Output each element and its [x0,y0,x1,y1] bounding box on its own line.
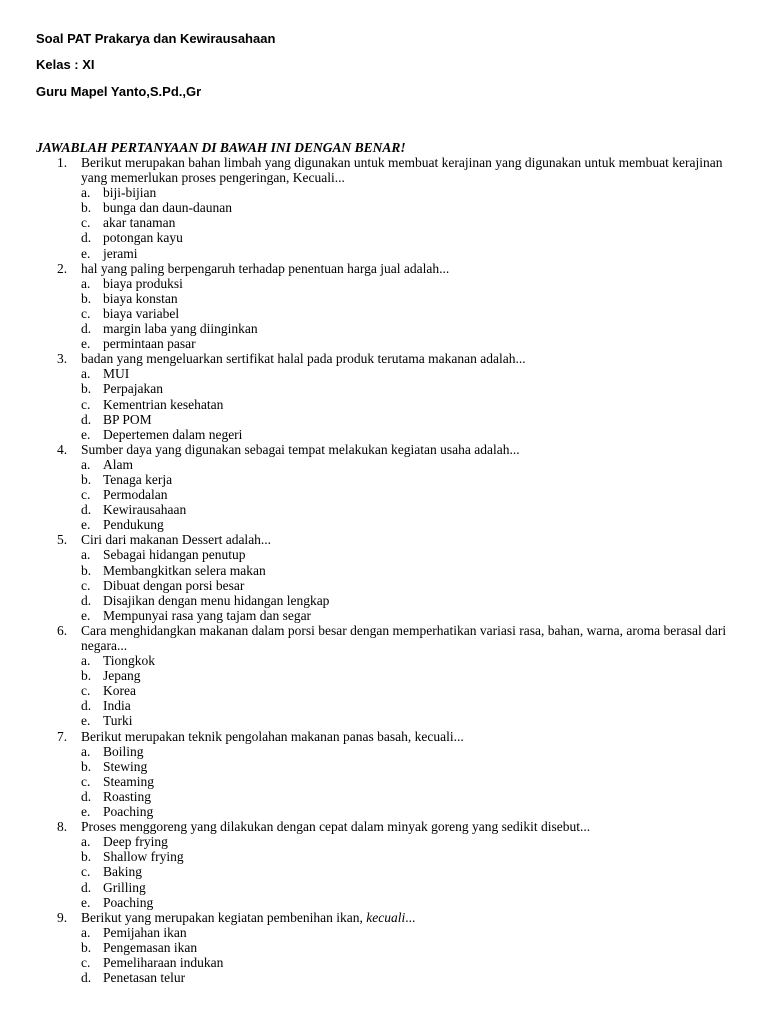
answer-option [57,940,747,955]
option-text: bunga dan daun-daunan [103,200,232,216]
question-number: 7. [57,728,68,744]
option-text: Boiling [103,743,144,759]
answer-option [57,291,747,306]
question-list [57,155,747,985]
option-letter: d. [81,230,92,246]
option-letter: d. [81,502,92,518]
question-3 [57,351,747,366]
answer-option [57,517,747,532]
question-number: 2. [57,260,68,276]
option-letter: d. [81,411,92,427]
answer-option [57,230,747,245]
option-letter: c. [81,305,91,321]
question-text-main: badan yang mengeluarkan sertifikat halal pada produk terutama makanan adalah... [81,351,526,367]
answer-option [57,744,747,759]
option-letter: b. [81,381,92,397]
option-letter: a. [81,653,91,669]
option-text: Penetasan telur [103,970,186,986]
question-text [81,729,747,744]
answer-option [57,547,747,562]
question-2 [57,261,747,276]
option-letter: e. [81,336,91,352]
option-letter: c. [81,487,91,503]
option-letter: d. [81,970,92,986]
option-letter: a. [81,834,91,850]
answer-option [57,925,747,940]
option-letter: e. [81,426,91,442]
option-text: MUI [103,366,130,382]
option-text: Jepang [103,668,141,684]
question-9 [57,910,747,925]
question-6 [57,623,747,653]
option-letter: b. [81,290,92,306]
option-letter: b. [81,668,92,684]
option-letter: a. [81,743,91,759]
answer-option [57,698,747,713]
option-text: biaya konstan [103,290,178,306]
question-number: 6. [57,622,68,638]
option-text: Poaching [103,894,154,910]
option-letter: d. [81,788,92,804]
document-title: Soal PAT Prakarya dan Kewirausahaan [36,31,276,46]
question-text-main: Ciri dari makanan Dessert adalah... [81,532,272,548]
option-letter: d. [81,592,92,608]
option-letter: d. [81,698,92,714]
answer-option [57,563,747,578]
class-label: Kelas : XI [36,57,95,72]
option-text: Pendukung [103,517,164,533]
question-text-main: Berikut merupakan bahan limbah yang digunakan untuk membuat kerajinan yang digunakan untuk membuat kerajinan yang memerlukan proses pengeringan, Kecuali... [81,155,723,186]
option-text: Roasting [103,788,152,804]
option-text: biji-bijian [103,185,157,201]
answer-option [57,834,747,849]
answer-option [57,608,747,623]
question-number: 8. [57,819,68,835]
question-4 [57,442,747,457]
answer-option [57,381,747,396]
option-text: potongan kayu [103,230,183,246]
option-text: Pemeliharaan indukan [103,954,224,970]
answer-option [57,306,747,321]
answer-option [57,804,747,819]
option-text: permintaan pasar [103,336,196,352]
option-letter: c. [81,577,91,593]
option-text: Baking [103,864,142,880]
option-letter: e. [81,245,91,261]
answer-option [57,955,747,970]
answer-option [57,668,747,683]
option-letter: a. [81,924,91,940]
option-text: Shallow frying [103,849,184,865]
question-5 [57,532,747,547]
answer-option [57,774,747,789]
question-text-main: hal yang paling berpengaruh terhadap penentuan harga jual adalah... [81,260,450,276]
option-letter: b. [81,200,92,216]
option-text: Alam [103,456,133,472]
question-8 [57,819,747,834]
option-letter: d. [81,879,92,895]
option-letter: b. [81,471,92,487]
option-text: Poaching [103,804,154,820]
question-text-main: Sumber daya yang digunakan sebagai tempat melakukan kegiatan usaha adalah... [81,441,520,457]
question-number: 4. [57,441,68,457]
option-text: Stewing [103,758,148,774]
question-text [81,442,747,457]
answer-option [57,185,747,200]
option-letter: e. [81,713,91,729]
teacher-label: Guru Mapel Yanto,S.Pd.,Gr [36,84,202,99]
question-text-main: Cara menghidangkan makanan dalam porsi besar dengan memperhatikan variasi rasa, bahan, warna, aroma berasal dari negara... [81,622,727,653]
question-text-main: Proses menggoreng yang dilakukan dengan cepat dalam minyak goreng yang sedikit disebut... [81,819,591,835]
question-text-main: Berikut yang merupakan kegiatan pembenihan ikan, [81,909,367,925]
answer-option [57,397,747,412]
option-letter: b. [81,939,92,955]
question-text [81,351,747,366]
answer-option [57,759,747,774]
option-letter: c. [81,396,91,412]
answer-option [57,200,747,215]
option-letter: c. [81,683,91,699]
question-text [81,261,747,276]
option-letter: e. [81,607,91,623]
option-text: Turki [103,713,133,729]
answer-option [57,593,747,608]
answer-option [57,849,747,864]
answer-option [57,427,747,442]
option-letter: a. [81,185,91,201]
option-text: jerami [103,245,138,261]
answer-option [57,578,747,593]
option-letter: a. [81,275,91,291]
answer-option [57,880,747,895]
option-letter: b. [81,758,92,774]
question-text [81,819,747,834]
answer-option [57,215,747,230]
option-text: Permodalan [103,487,168,503]
answer-option [57,412,747,427]
answer-option [57,970,747,985]
question-text [81,155,747,185]
answer-option [57,366,747,381]
option-letter: b. [81,562,92,578]
option-text: Dibuat dengan porsi besar [103,577,245,593]
option-text: Depertemen dalam negeri [103,426,243,442]
option-text: biaya variabel [103,305,180,321]
option-letter: e. [81,517,91,533]
answer-option [57,683,747,698]
question-number: 3. [57,351,68,367]
option-letter: a. [81,547,91,563]
option-text: Membangkitkan selera makan [103,562,266,578]
option-text: akar tanaman [103,215,176,231]
question-text-emphasis: kecuali [366,909,406,925]
option-text: Steaming [103,773,154,789]
question-text [81,623,747,653]
question-text [81,910,747,925]
option-letter: c. [81,954,91,970]
option-text: Deep frying [103,834,168,850]
answer-option [57,336,747,351]
answer-option [57,502,747,517]
option-letter: b. [81,849,92,865]
option-letter: e. [81,804,91,820]
option-text: Tenaga kerja [103,471,173,487]
option-text: margin laba yang diinginkan [103,321,258,337]
option-letter: a. [81,366,91,382]
option-text: biaya produksi [103,275,183,291]
option-text: Disajikan dengan menu hidangan lengkap [103,592,330,608]
answer-option [57,321,747,336]
option-text: Kewirausahaan [103,502,187,518]
option-text: Grilling [103,879,146,895]
question-number: 9. [57,909,68,925]
question-7 [57,729,747,744]
option-text: Kementrian kesehatan [103,396,224,412]
answer-option [57,864,747,879]
option-text: Pengemasan ikan [103,939,198,955]
answer-option [57,487,747,502]
answer-option [57,457,747,472]
question-1 [57,155,747,185]
option-letter: c. [81,864,91,880]
question-text [81,532,747,547]
option-text: Pemijahan ikan [103,924,187,940]
answer-option [57,895,747,910]
option-text: Tiongkok [103,653,156,669]
instruction-heading: JAWABLAH PERTANYAAN DI BAWAH INI DENGAN BENAR! [36,140,406,155]
answer-option [57,789,747,804]
answer-option [57,713,747,728]
option-text: BP POM [103,411,152,427]
option-text: Mempunyai rasa yang tajam dan segar [103,607,312,623]
question-number: 1. [57,155,68,170]
question-text-tail: ... [405,909,416,925]
question-text-main: Berikut merupakan teknik pengolahan makanan panas basah, kecuali... [81,728,464,744]
answer-option [57,246,747,261]
question-number: 5. [57,532,68,548]
option-text: India [103,698,131,714]
option-letter: a. [81,456,91,472]
option-letter: c. [81,773,91,789]
answer-option [57,653,747,668]
option-text: Sebagai hidangan penutup [103,547,246,563]
answer-option [57,276,747,291]
option-text: Perpajakan [103,381,163,397]
option-letter: c. [81,215,91,231]
answer-option [57,472,747,487]
option-text: Korea [103,683,136,699]
option-letter: d. [81,321,92,337]
option-letter: e. [81,894,91,910]
